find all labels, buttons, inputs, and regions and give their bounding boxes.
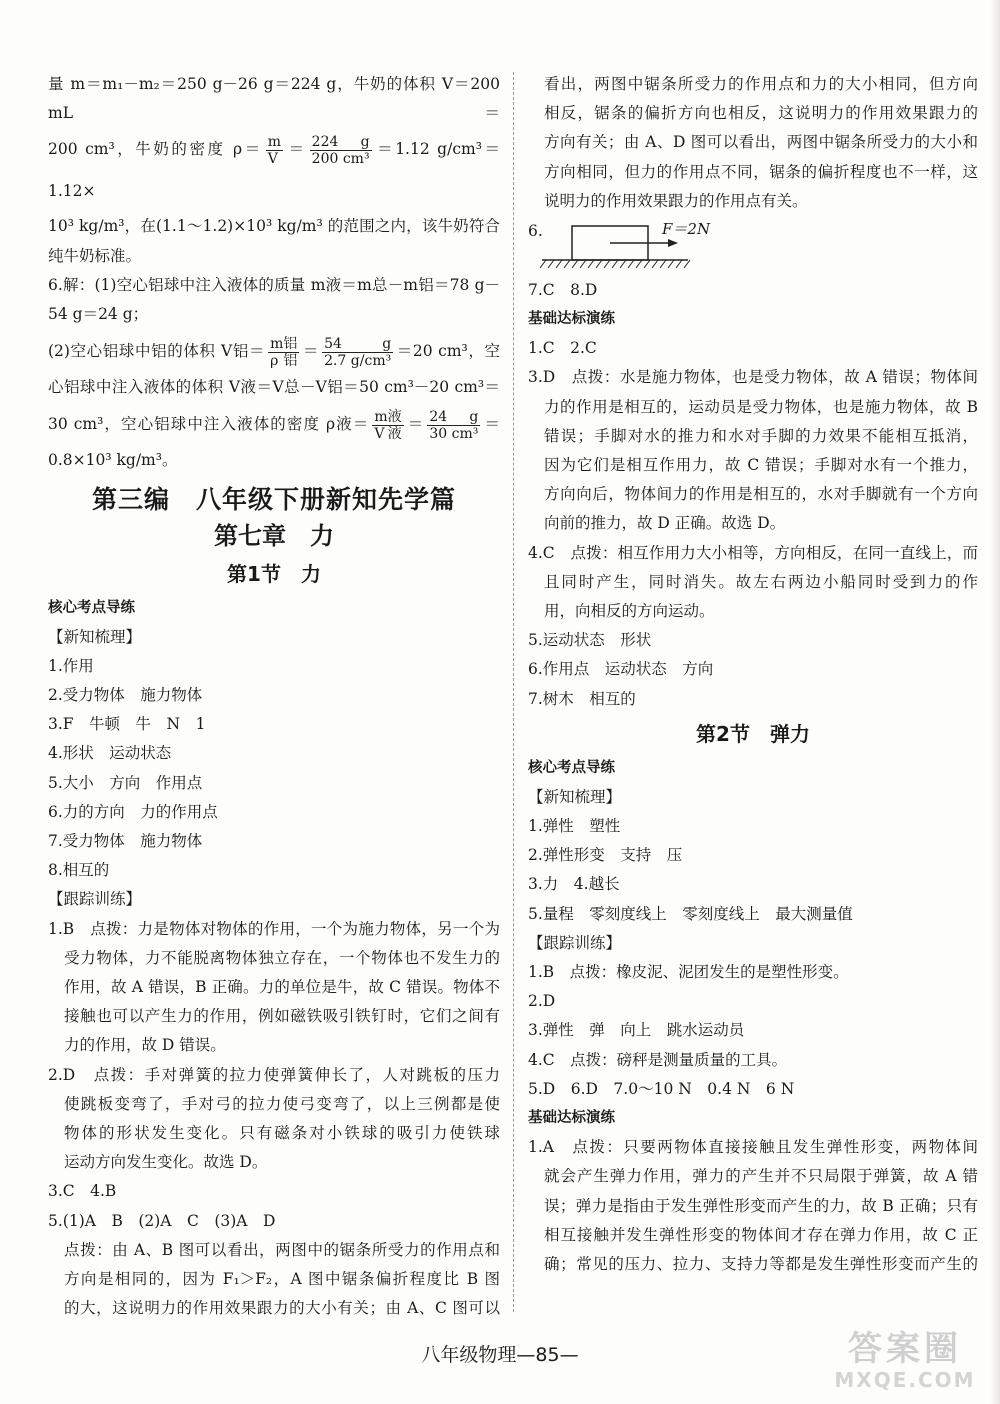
- answer-line: 因为它们是相互作用力，故 C 错误；手脚对水有一个推力，: [544, 456, 978, 475]
- list-item: 7.受力物体 施力物体: [48, 832, 203, 851]
- answer-line: 用，向相反的方向运动。: [544, 602, 715, 621]
- force-diagram: [528, 218, 978, 272]
- list-item: 2.弹性形变 支持 压: [528, 846, 683, 865]
- answer-line: 点拨：由 A、B 图可以看出，两图中的锯条所受力的作用点和: [64, 1240, 500, 1259]
- answer-line: 方向向后，物体间力的作用是相互的，水对手脚就有一个方向: [544, 485, 978, 504]
- answer-line: 向前的推力，故 D 正确。故选 D。: [544, 514, 786, 533]
- bracket-label: 【跟踪训练】: [528, 933, 622, 952]
- answer-line: 1.C 2.C: [528, 339, 597, 358]
- answer-line: 7.C 8.D: [528, 281, 598, 300]
- answer-line: 方向是相同的，因为 F₁＞F₂，A 图中锯条偏折程度比 B 图: [64, 1270, 500, 1289]
- list-item: 8.相互的: [48, 861, 110, 880]
- text-line: 6.解：(1)空心铝球中注入液体的质量 m液＝m总－m铝＝78 g－: [48, 275, 500, 294]
- answer-line: 4.C 点拨：磅秤是测量质量的工具。: [528, 1050, 788, 1069]
- answer-line: 1.B 点拨：橡皮泥、泥团发生的是塑性形变。: [528, 963, 849, 982]
- list-item: 3.力 4.越长: [528, 875, 620, 894]
- answer-line: 3.C 4.B: [48, 1182, 117, 1201]
- fraction: $\frac{54 g}{\text{2.7 g/cm³}}$: [324, 335, 392, 369]
- page-edge-shadow: [990, 0, 1000, 1404]
- fraction: $\frac{24 g}{\text{30 cm³}}$: [429, 408, 479, 442]
- answer-line: 5.运动状态 形状: [528, 631, 652, 650]
- answer-line: 且同时产生，同时消失。故左右两边小船同时受到力的作: [544, 572, 978, 591]
- answer-line: 使跳板变弯了，手对弓的拉力使弓变弯了，以上三例都是使: [64, 1094, 500, 1113]
- answer-line: 相反，锯条的偏折方向也相反，这说明力的作用效果跟力的: [544, 104, 978, 123]
- answer-line: 相互接触并发生弹性形变的物体间才存在弹力作用，故 C 正: [544, 1225, 978, 1244]
- text-line: 10³ kg/m³，在(1.1～1.2)×10³ kg/m³ 的范围之内，该牛奶符合: [48, 217, 500, 236]
- answer-line: 5.(1)A B (2)A C (3)A D: [48, 1211, 276, 1230]
- answer-line: 错误；手脚对水的推力和水对手脚的力效果不能相互抵消，: [544, 426, 978, 445]
- watermark-top: 答案圈: [848, 1329, 962, 1369]
- text-line: 54 g＝24 g；: [48, 305, 149, 324]
- answer-line: 4.C 点拨：相互作用力大小相等，方向相反，在同一直线上，而: [528, 543, 978, 562]
- list-item: 6.力的方向 力的作用点: [48, 802, 218, 821]
- force-label: F＝2N: [662, 220, 711, 239]
- question-number: 6.: [528, 222, 543, 241]
- list-item: 5.大小 方向 作用点: [48, 773, 203, 792]
- left-column: [48, 70, 500, 1324]
- answer-line: 方向有关；由 A、D 图可以看出，两图中锯条所受力的大小和: [544, 133, 978, 152]
- ground-hatching: [540, 260, 690, 268]
- list-item: 3.F 牛顿 牛 N 1: [48, 715, 206, 734]
- text-line: 心铝球中注入液体的体积 V液＝V总－V铝＝50 cm³－20 cm³＝: [48, 378, 500, 397]
- list-item: 1.作用: [48, 656, 94, 675]
- answer-line: 说明力的作用效果跟力的作用点有关。: [544, 191, 808, 210]
- column-divider: [513, 72, 514, 1312]
- text-line: 纯牛奶标准。: [48, 246, 142, 265]
- chapter-title: 第七章 力: [214, 521, 334, 550]
- answer-line: 3.D 点拨：水是施力物体，也是受力物体，故 A 错误；物体间: [528, 368, 978, 387]
- answer-line: 力的作用，故 D 错误。: [64, 1036, 226, 1055]
- subsection-label: 核心考点导练: [48, 599, 135, 616]
- answer-line: 受力物体，力不能脱离物体独立存在，一个物体也不发生力的: [64, 948, 500, 967]
- bracket-label: 【跟踪训练】: [48, 890, 142, 909]
- milk-density-formula: 200 cm³，牛奶的密度 ρ＝ $\frac{m}{V}$ ＝ $\frac{224 g}{\text{200 cm³}}$ ＝1.12 g/cm³＝1.12×: [48, 133, 500, 201]
- fraction: $\frac{224 g}{\text{200 cm³}}$: [311, 133, 370, 167]
- watermark-bottom: MXQE.COM: [834, 1368, 976, 1392]
- right-column: [528, 70, 978, 1279]
- answer-line: 3.弹性 弹 向上 跳水运动员: [528, 1021, 745, 1040]
- bracket-label: 【新知梳理】: [528, 787, 622, 806]
- answer-line: 作用，故 A 错误，B 正确。力的单位是牛，故 C 错误。物体不: [64, 978, 500, 997]
- answer-line: 就会产生弹力作用，弹力的产生并不只局限于弹簧，故 A 错: [544, 1167, 978, 1186]
- answer-line: 确；常见的压力、拉力、支持力等都是发生弹性形变而产生的: [544, 1254, 978, 1273]
- answer-line: 2.D 点拨：手对弹簧的拉力使弹簧伸长了，人对跳板的压力: [48, 1065, 500, 1084]
- list-item: 4.形状 运动状态: [48, 744, 172, 763]
- bracket-label: 【新知梳理】: [48, 627, 142, 646]
- answer-line: 7.树木 相互的: [528, 689, 636, 708]
- answer-line: 的大，这说明力的作用效果跟力的大小有关；由 A、C 图可以: [64, 1299, 500, 1318]
- subsection-label: 基础达标演练: [528, 1110, 615, 1127]
- text-line: 0.8×10³ kg/m³。: [48, 451, 178, 470]
- section-title: 第2节 弹力: [696, 721, 810, 746]
- fraction: $\frac{\text{m铝}}{\text{ρ铝}}$: [270, 335, 298, 369]
- list-item: 2.受力物体 施力物体: [48, 686, 203, 705]
- answer-line: 物体的形状发生变化。只有磁条对小铁球的吸引力使铁球: [64, 1124, 500, 1143]
- answer-line: 方向相同，但力的作用点不同，锯条的偏折程度也不一样，这: [544, 162, 978, 181]
- answer-line: 力的作用是相互的，运动员是受力物体，也是施力物体，故 B: [544, 397, 978, 416]
- liquid-density-formula: 30 cm³，空心铝球中注入液体的密度 ρ液＝ $\frac{\text{m液}}{\text{V液}}$ ＝ $\frac{24 g}{\text{30 cm³}}$ ＝: [48, 408, 500, 442]
- list-item: 1.弹性 塑性: [528, 817, 621, 836]
- answer-line: 接触也可以产生力的作用，例如磁铁吸引铁钉时，它们之间有: [64, 1007, 500, 1026]
- fraction: $\frac{m}{V}$: [267, 133, 282, 167]
- fraction: $\frac{\text{m液}}{\text{V液}}$: [374, 408, 402, 442]
- page-footer: 八年级物理—85—: [421, 1344, 579, 1366]
- answer-line: 误；弹力是指由于发生弹性形变而产生的力，故 B 正确；只有: [544, 1196, 978, 1215]
- text-line: 量 m＝m₁－m₂＝250 g－26 g＝224 g，牛奶的体积 V＝200 mL＝: [48, 75, 500, 123]
- answer-line: 1.A 点拨：只要两物体直接接触且发生弹性形变，两物体间: [528, 1138, 978, 1157]
- answer-line: 6.作用点 运动状态 方向: [528, 660, 714, 679]
- section-title: 第1节 力: [227, 561, 321, 586]
- answer-line: 运动方向发生变化。故选 D。: [64, 1153, 268, 1172]
- list-item: 5.量程 零刻度线上 零刻度线上 最大测量值: [528, 904, 853, 923]
- answer-line: 1.B 点拨：力是物体对物体的作用，一个为施力物体，另一个为: [48, 919, 500, 938]
- answer-line: 5.D 6.D 7.0～10 N 0.4 N 6 N: [528, 1079, 795, 1098]
- subsection-label: 基础达标演练: [528, 311, 615, 328]
- answer-line: 2.D: [528, 992, 556, 1011]
- answer-line: 看出，两图中锯条所受力的作用点和力的大小相同，但方向: [544, 75, 978, 93]
- part-title: 第三编 八年级下册新知先学篇: [91, 484, 456, 514]
- arrow-head: [668, 239, 678, 247]
- aluminum-volume-formula: (2)空心铝球中铝的体积 V铝＝ $\frac{\text{m铝}}{\text{ρ铝}}$ ＝ $\frac{54 g}{\text{2.7 g/cm³}}$ ＝20 cm³，空: [48, 335, 500, 369]
- watermark-logo: [820, 1330, 990, 1400]
- subsection-label: 核心考点导练: [528, 759, 615, 776]
